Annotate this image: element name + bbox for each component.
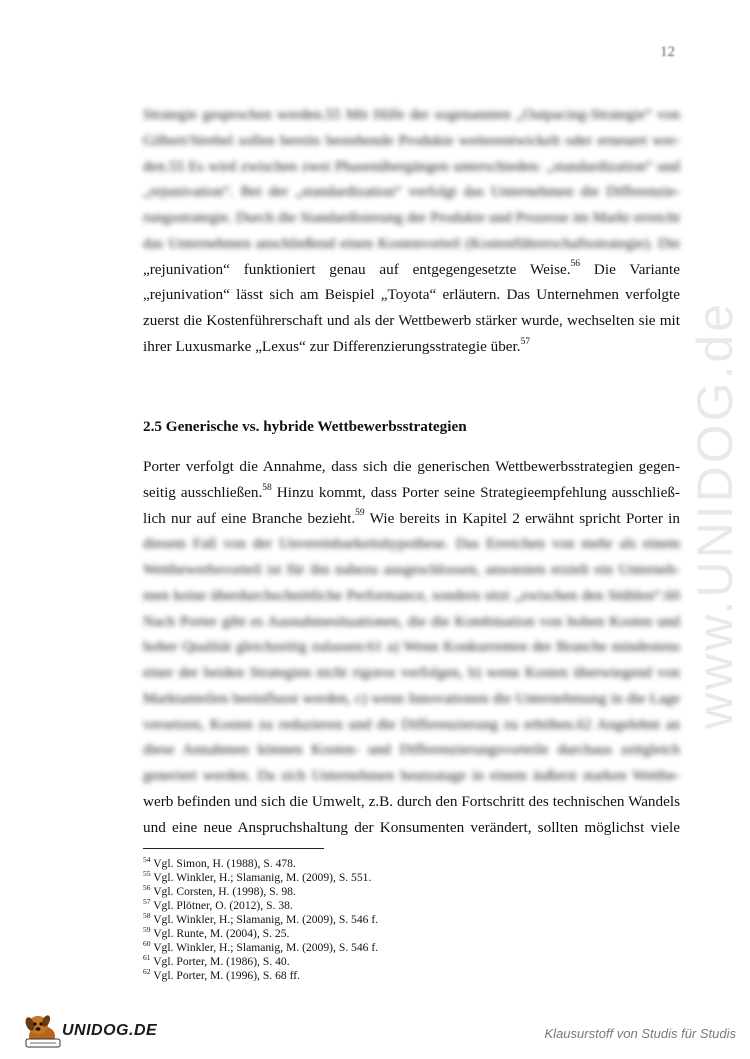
footnote-text: Vgl. Winkler, H.; Slamanig, M. (2009), S. 546 f. [150,941,379,954]
blurred-line: Nach Porter gibt es Ausnahmesituationen, die die Kombination von hohen Kosten und [143,612,680,630]
footnote [143,899,543,913]
blurred-line: generiert werden. Da sich Unternehmen heutzutage in einem äußerst starken Wettbe- [143,767,680,784]
text-segment: Die Variante [580,260,680,278]
footnote-text: Vgl. Porter, M. (1986), S. 40. [150,955,290,968]
text-line: zuerst die Kostenführerschaft und als der Wettbewerb stärker wurde, wechselten sie mit [143,312,680,329]
footnote [143,927,543,941]
blurred-line: diesem Fall von der Unvereinbarkeitshypothese. Das Erreichen von mehr als einem [143,535,680,553]
watermark [685,280,745,750]
blurred-line: versetzen, Kosten zu reduzieren und die Differenzierung zu erhöhen.62 Angelehnt an [143,715,680,733]
blurred-line: Strategie gesprochen werden.55 Mit Hilfe der sogenannten „Outpacing-Strategie“ von [143,106,680,123]
footnote [143,871,543,885]
text-line: „rejunivation“ lässt sich am Beispiel „Toyota“ erläutern. Das Unternehmen verfolgte [143,286,680,304]
text-line [143,334,680,360]
footnote [143,885,543,899]
footnote-text: Vgl. Simon, H. (1988), S. 478. [150,857,296,870]
footnote-text: Vgl. Runte, M. (2004), S. 25. [150,927,290,940]
text-line: Porter verfolgt die Annahme, dass sich die generischen Wettbewerbsstrategien gegen- [143,458,680,475]
footnote-text: Vgl. Winkler, H.; Slamanig, M. (2009), S. 546 f. [150,913,379,926]
blurred-line: hoher Qualität gleichzeitig zulassen:61 a) Wenn Konkurrenten der Branche mindestens [143,638,680,656]
text-segment: „rejunivation“ funktioniert genau auf entgegengesetzte Weise. [143,260,571,278]
text-segment: lich nur auf eine Branche bezieht. [143,509,356,527]
footnote-text: Vgl. Porter, M. (1996), S. 68 ff. [150,969,301,982]
footer-slogan: Klausurstoff von Studis für Studis [544,1026,736,1041]
footnote [143,941,543,955]
footnote-text: Vgl. Winkler, H.; Slamanig, M. (2009), S. 551. [150,871,372,884]
dog-mascot-icon [22,1012,66,1050]
text-line [143,480,680,506]
text-line [143,257,680,283]
logo-text: UNIDOG.DE [62,1022,158,1039]
blurred-line: Marktanteilen beeinflusst werden, c) wenn Innovationen die Unternehmung in die Lage [143,689,680,707]
footnote [143,969,543,983]
footnote [143,913,543,927]
footnotes [143,857,543,983]
text-segment: ihrer Luxusmarke „Lexus“ zur Differenzierungsstrategie über. [143,337,521,355]
footnote-ref: 58 [262,482,272,493]
footnote-ref: 59 [355,508,365,519]
blurred-line: das Unternehmen anschließend einen Kostenvorteil (Kostenführerschaftsstrategie). Die [143,234,680,252]
page-number: 12 [660,44,675,60]
blurred-line: Gilbert/Strebel sollen bereits bestehende Produkte weiterentwickelt oder erneuert wer- [143,131,680,149]
footnote [143,857,543,871]
footnote-text: Vgl. Plötner, O. (2012), S. 38. [150,899,293,912]
text-line: und eine neue Anspruchshaltung der Konsumenten verändert, sollten möglichst viele [143,818,680,836]
text-segment: Wie bereits in Kapitel 2 erwähnt spricht Porter in [364,509,680,527]
text-line [143,506,680,532]
footnote-number: 54 [143,855,151,865]
footnote-number: 56 [143,883,151,893]
footnote-number: 57 [143,897,151,907]
footnote-number: 59 [143,925,151,935]
footnote-divider [143,848,324,849]
footnote-number: 62 [143,967,151,977]
blurred-line: den.55 Es wird zwischen zwei Phasenübergängen unterschieden: „standardization“ und [143,157,680,175]
blurred-line: Wettbewerbsvorteil ist für ihn nahezu ausgeschlossen, ansonsten erzielt ein Unterneh- [143,561,680,578]
section-heading: 2.5 Generische vs. hybride Wettbewerbsstrategien [143,418,467,435]
blurred-line: diese Annahmen können Kosten- und Differenzierungsvorteile durchaus zeitgleich [143,741,680,759]
footnote-number: 55 [143,869,151,879]
blurred-line: men keine überdurchschnittliche Performance, sondern sitzt „zwischen den Stühlen“.60 [143,586,680,604]
footnote-number: 58 [143,911,151,921]
blurred-line: einer der beiden Strategien nicht rigoros verfolgen, b) wenn Kosten überwiegend von [143,664,680,681]
unidog-logo[interactable] [22,1012,158,1050]
paragraph-porter [143,454,680,840]
paragraph-outpacing [143,102,680,360]
footnote-ref: 57 [520,336,531,347]
footnote-ref: 56 [570,259,581,270]
footnote-number: 60 [143,939,151,949]
watermark-text: www.UNIDOG.de [687,301,743,729]
footnote [143,955,543,969]
footnote-number: 61 [143,953,151,963]
blurred-line: „rejunivation“. Bei der „standardization“ verfolgt das Unternehmen die Differenzie- [143,183,680,201]
blurred-line: rungsstrategie. Durch die Standardisierung der Produkte und Prozesse im Markt erreicht [143,209,680,226]
text-segment: Hinzu kommt, dass Porter seine Strategieempfehlung ausschließ- [271,483,680,501]
footnote-text: Vgl. Corsten, H. (1998), S. 98. [150,885,296,898]
text-line: werb befinden und sich die Umwelt, z.B. durch den Fortschritt des technischen Wandels [143,792,680,810]
text-segment: seitig ausschließen. [143,483,263,501]
